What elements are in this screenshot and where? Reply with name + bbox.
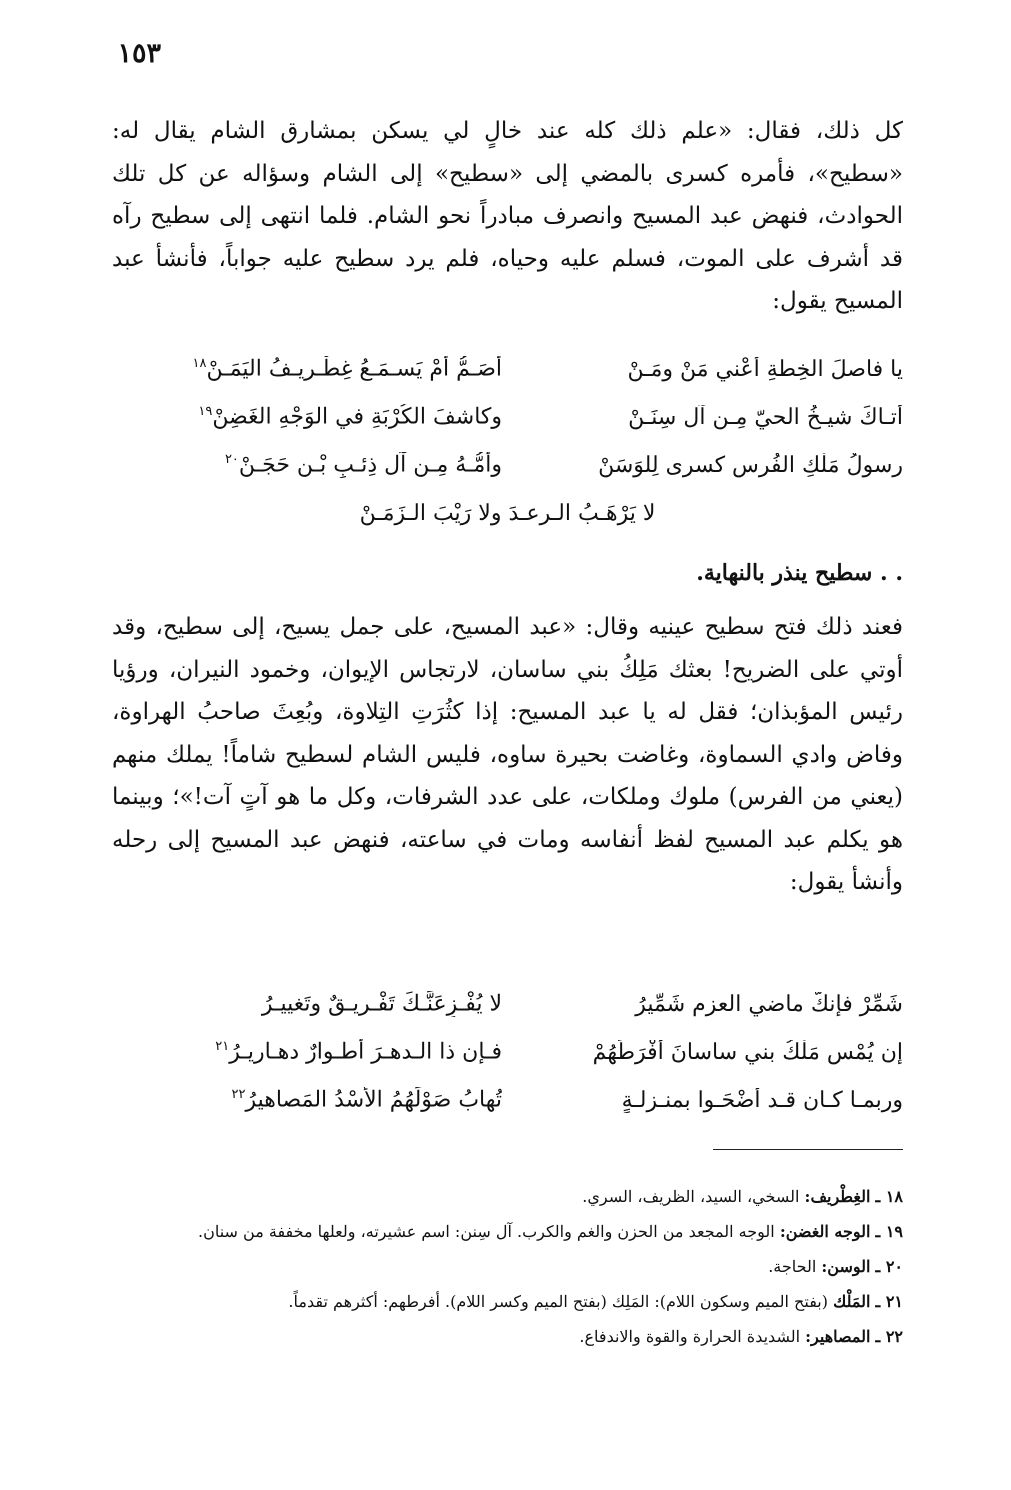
verse-second-hemistich <box>112 452 502 477</box>
verse-first-hemistich: أتـاكَ شيـخُ الحيّ مِـن آل سِنَـنْ <box>628 404 903 430</box>
verse-second-hemistich <box>112 404 502 429</box>
poem-verse <box>112 393 903 441</box>
poem-verse <box>112 1028 903 1076</box>
poem-final-line: لا يَرْهَـبُ الـرعـدَ ولا رَيْبَ الـزَمَـنْ <box>359 500 656 526</box>
hemistich-text: وأمُّـهُ مِـن آل ذِئـبِ بْـنِ حَجَـنْ <box>238 452 502 478</box>
poem-verse <box>112 1076 903 1124</box>
footnote-18 <box>112 1182 903 1211</box>
footnote-22 <box>112 1322 903 1351</box>
verse-first-hemistich: إن يُمْسِ مَلْكُ بني ساسانَ أفْرَطَهُمْ <box>592 1039 903 1065</box>
hemistich-text: تُهابُ صَوْلَهُمُ الأُسْدُ المَصاهيرُ <box>245 1087 502 1113</box>
footnote-reference: ٢٢ <box>231 1087 246 1103</box>
footnote-term: الوسن: <box>821 1257 871 1276</box>
footnote-number: ١٨ ـ <box>875 1187 903 1206</box>
footnote-text: الشديدة الحرارة والقوة والاندفاع. <box>579 1327 801 1346</box>
footnote-21 <box>112 1287 903 1316</box>
footnote-text: الوجه المجعد من الحزن والغم والكرب. آل سِنن: اسم عشيرته، ولعلها مخففة من سنان. <box>198 1222 775 1241</box>
verse-first-hemistich: يا فاصلَ الخِطةِ أعْني مَنْ ومَـنْ <box>627 356 903 382</box>
hemistich-text: لا يُفْـزِعَنَّـكَ تَفْـريـقٌ وتَغييـرُ <box>261 991 502 1017</box>
verse-first-hemistich: وربمـا كـان قـد أضْحَـوا بمنـزلـةٍ <box>621 1087 903 1113</box>
poem-second <box>112 980 903 1124</box>
poem-first <box>112 345 903 537</box>
poem-verse <box>112 980 903 1028</box>
footnote-number: ١٩ ـ <box>875 1222 903 1241</box>
verse-second-hemistich <box>112 1039 502 1064</box>
footnote-reference: ٢١ <box>215 1039 230 1055</box>
hemistich-text: وكاشفَ الكُرْبَةِ في الوَجْهِ الغَضِنْ <box>212 404 502 430</box>
footnote-reference: ١٨ <box>192 356 207 372</box>
footnote-reference: ٢٠ <box>224 452 239 468</box>
verse-second-hemistich <box>112 1087 502 1112</box>
footnotes <box>112 1182 903 1357</box>
footnote-divider <box>713 1149 903 1150</box>
footnote-term: الوجه الغضن: <box>779 1222 871 1241</box>
verse-first-hemistich: رسولُ مَلْكِ الفُرسِ كسرى لِلوَسَنْ <box>598 452 903 478</box>
footnote-text: السخي، السيد، الظريف، السري. <box>582 1187 800 1206</box>
poem-verse <box>112 441 903 489</box>
section-subheading: . . سطيح ينذر بالنهاية. <box>696 560 903 586</box>
page-number: ١٥٣ <box>117 38 161 69</box>
footnote-text: (بفتح الميم وسكون اللام): المَلِك (بفتح الميم وكسر اللام). أفرطهم: أكثرهم تقدماً. <box>288 1292 828 1311</box>
paragraph-satih: فعند ذلك فتح سطيح عينيه وقال: «عبد المسيح، على جمل يسيح، إلى سطيح، وقد أوتي على الضريح! بعثك مَلِكُ بني ساسان، لارتجاس الإيوان، وخمود النيران، ورؤيا رئيس المؤبذان؛ فقل له يا عبد المسيح: إذا كثُرَتِ التِلاوة، وبُعِثَ صاحبُ الهراوة، وفاض وادي السماوة، وغاضت بحيرة ساوه، فليس الشام لسطيح شاماً! يملك منهم (يعني من الفرس) ملوك وملكات، على عدد الشرفات، وكل ما هو آتٍ آت!»؛ وبينما هو يكلم عبد المسيح لفظ أنفاسه ومات في ساعته، فنهض عبد المسيح إلى رحله وأنشأ يقول: <box>112 614 903 895</box>
footnote-reference: ١٩ <box>198 404 213 420</box>
footnote-number: ٢١ ـ <box>875 1292 903 1311</box>
footnote-term: المَلْك <box>833 1292 871 1311</box>
verse-second-hemistich <box>112 991 502 1016</box>
poem-verse <box>112 345 903 393</box>
footnote-19 <box>112 1217 903 1246</box>
footnote-term: المصاهير: <box>805 1327 871 1346</box>
footnote-number: ٢٠ ـ <box>875 1257 903 1276</box>
footnote-number: ٢٢ ـ <box>875 1327 903 1346</box>
footnote-20 <box>112 1252 903 1281</box>
verse-second-hemistich <box>112 356 502 381</box>
hemistich-text: أَصَـمُّ أمْ يَسـمَـعُ غِطْـريـفُ اليَمَـنْ <box>206 356 502 382</box>
footnote-term: الغِطْريف: <box>804 1187 871 1206</box>
hemistich-text: فـإن ذا الـدهـرَ أطـوارٌ دهـاريـرُ <box>229 1039 502 1065</box>
footnote-text: الحاجة. <box>768 1257 817 1276</box>
paragraph-intro: كل ذلك، فقال: «علم ذلك كله عند خالٍ لي يسكن بمشارق الشام يقال له: «سطيح»، فأمره كسرى بالمضي إلى «سطيح» إلى الشام وسؤاله عن كل تلك الحوادث، فنهض عبد المسيح وانصرف مبادراً نحو الشام. فلما انتهى إلى سطيح رآه قد أشرف على الموت، فسلم عليه وحياه، فلم يرد سطيح عليه جواباً، فأنشأ عبد المسيح يقول: <box>112 118 903 314</box>
verse-first-hemistich: شَمِّرْ فإنكَّ ماضي العزم شَمِّيرُ <box>635 991 903 1017</box>
